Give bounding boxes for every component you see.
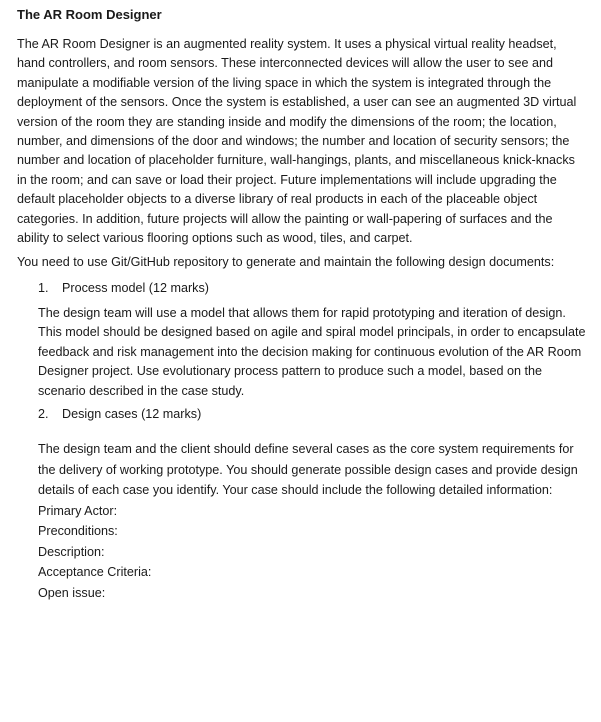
list-number: 1. [38, 280, 49, 295]
design-cases-description: The design team and the client should define several cases as the core system requirements for the delivery of working prototype. You should generate possible design cases and provide design details of each case you identify. Your case should include the following detailed information: [38, 441, 578, 498]
intro-paragraph: The AR Room Designer is an augmented reality system. It uses a physical virtual reality headset, hand controllers, and room sensors. These interconnected devices will allow the user to see and manipulate a modifiable version of the living space in which the system is integrated through the deployment of the sensors. Once the system is established, a user can see an augmented 3D virtual version of the room they are standing inside and modify the dimensions of the room; the location, number, and dimensions of the door and windows; the number and location of security sensors; the number and location of placeholder furniture, wall-hangings, plants, and miscellaneous knick-knacks in the room; and can save or load their project. Future implementations will include upgrading the default placeholder objects to a diverse library of real products in each of the placeable object categories. In addition, future projects will allow the painting or wall-papering of surfaces and the ability to select various flooring options such as wood, tiles, and carpet. [17, 37, 577, 246]
process-model-description: The design team will use a model that allows them for rapid prototyping and iteration of design. This model should be designed based on agile and spiral model principals, in order to encapsulate feedback and risk management into the decision making for continuous evolution of the AR Room Designer project. Use evolutionary process pattern to produce such a model, based on the scenario described in the case study. [38, 305, 586, 398]
field-open-issue: Open issue: [38, 586, 106, 601]
list-item-process-model [38, 279, 587, 298]
list-heading: Design cases (12 marks) [62, 406, 202, 421]
list-heading: Process model (12 marks) [62, 280, 209, 295]
field-acceptance-criteria: Acceptance Criteria: [38, 565, 152, 580]
list-number: 2. [38, 406, 49, 421]
list-item-design-cases [38, 405, 587, 424]
git-instruction-paragraph: You need to use Git/GitHub repository to generate and maintain the following design documents: [17, 255, 555, 270]
field-primary-actor: Primary Actor: [38, 503, 118, 518]
field-preconditions: Preconditions: [38, 524, 118, 539]
field-description: Description: [38, 544, 105, 559]
document-title: The AR Room Designer [17, 7, 162, 22]
